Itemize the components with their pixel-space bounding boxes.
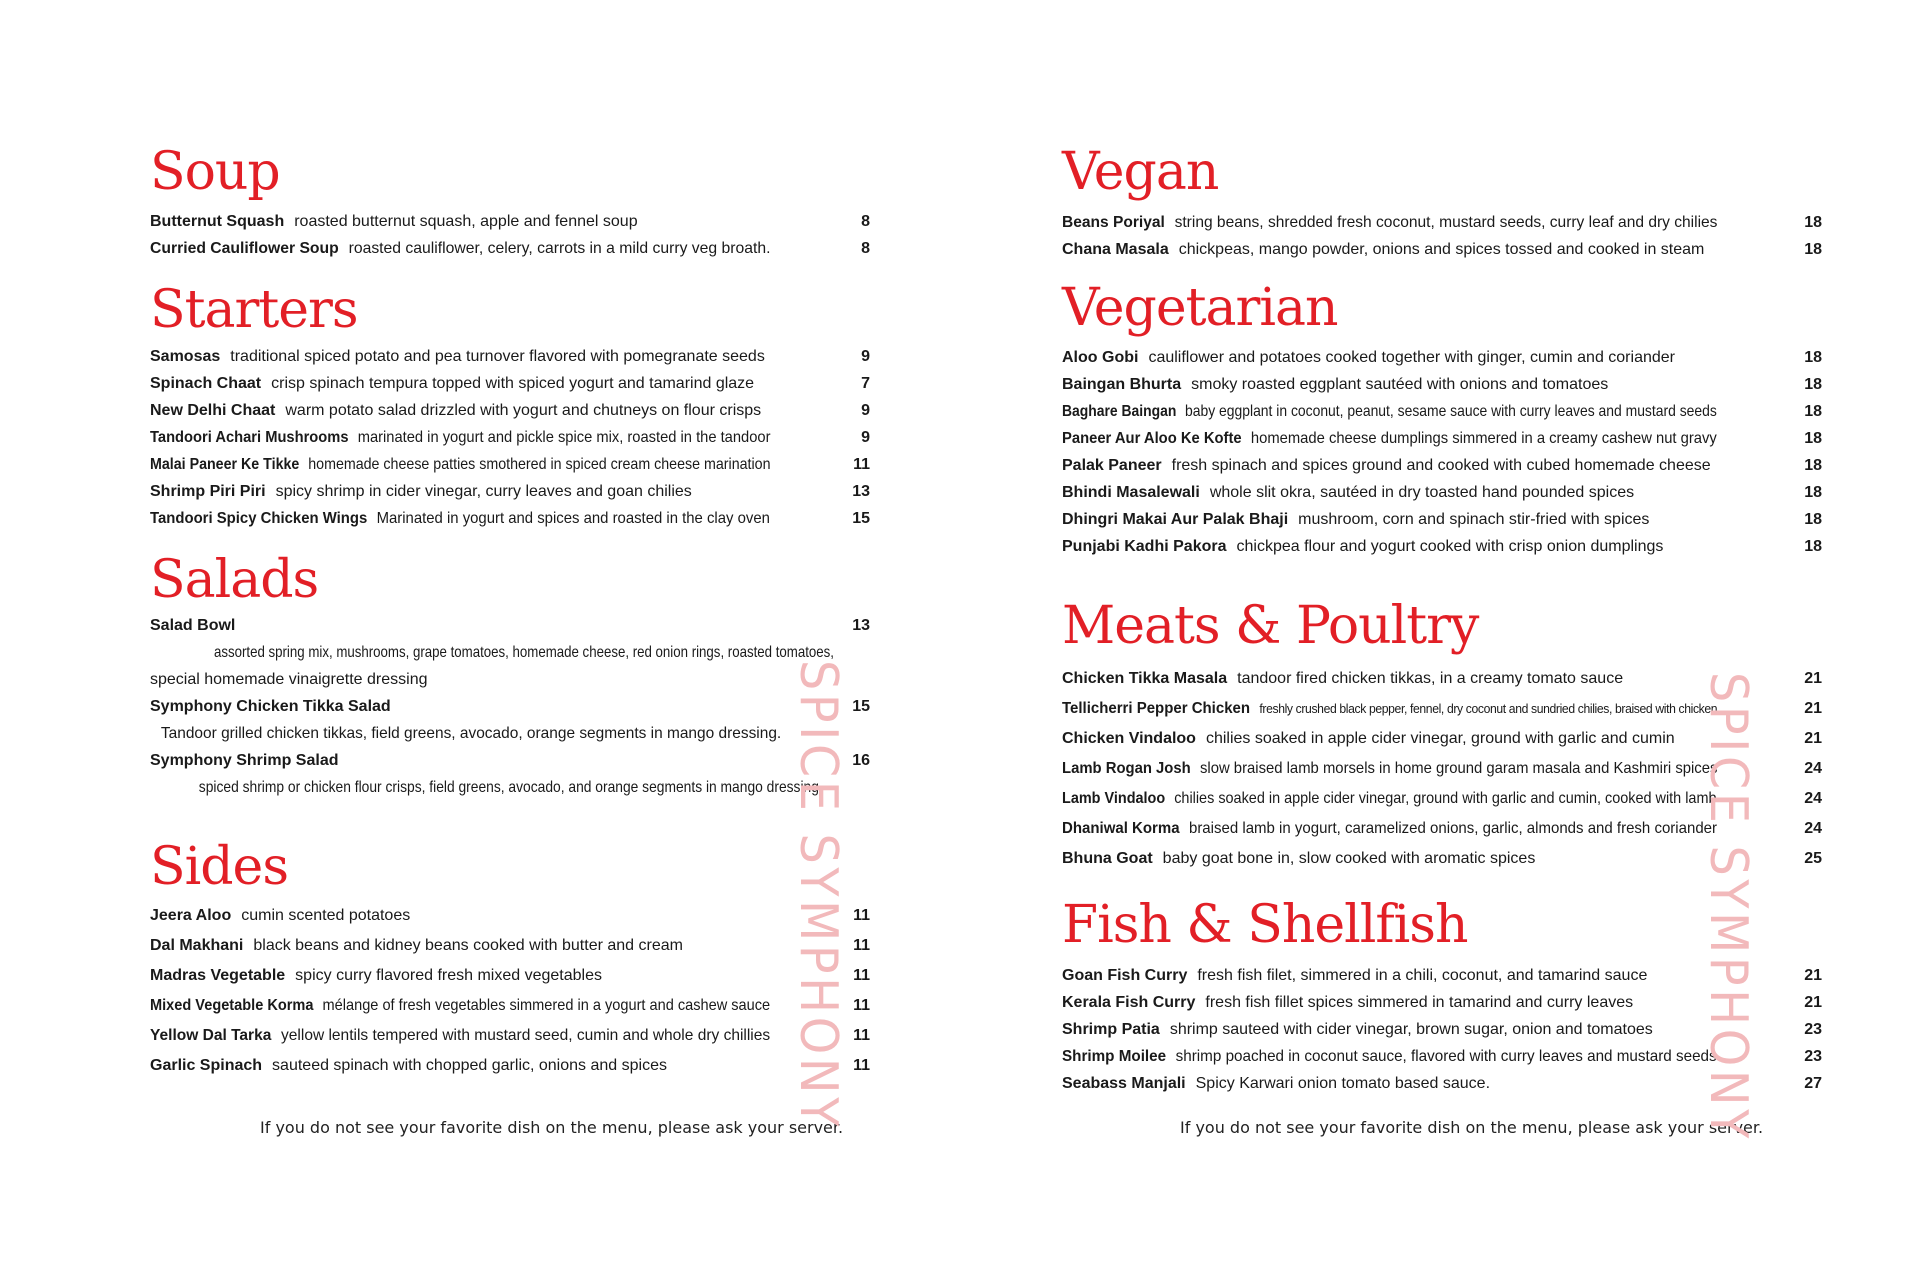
item-price: 11: [853, 1057, 870, 1074]
menu-item: [1062, 371, 1608, 398]
item-name: Chana Masala: [1062, 241, 1169, 258]
section-title-meats-poultry: Meats & Poultry: [1062, 596, 1479, 656]
section-title-vegetarian: Vegetarian: [1062, 278, 1338, 338]
item-desc: assorted spring mix, mushrooms, grape tomatoes, homemade cheese, red onion rings, roasted tomatoes,: [213, 644, 834, 661]
item-name: Tellicherri Pepper Chicken: [1062, 700, 1251, 717]
menu-item: [1062, 452, 1711, 479]
menu-item: [1062, 398, 1717, 425]
menu-item: [150, 208, 638, 235]
item-price: 9: [861, 429, 870, 446]
item-price: 18: [1804, 376, 1822, 393]
item-desc: special homemade vinaigrette dressing: [150, 671, 428, 688]
item-price: 11: [853, 907, 870, 924]
item-name: Baghare Baingan: [1062, 403, 1177, 420]
item-desc: spicy shrimp in cider vinegar, curry leaves and goan chilies: [275, 483, 692, 500]
item-name: Beans Poriyal: [1062, 214, 1165, 231]
menu-item: [1062, 425, 1717, 452]
item-price: 21: [1804, 730, 1822, 747]
menu-item: [1062, 845, 1535, 872]
menu-item: [1062, 962, 1647, 989]
menu-item: [1062, 755, 1717, 782]
item-price: 18: [1804, 457, 1822, 474]
item-price: 11: [853, 997, 870, 1014]
item-name: Shrimp Moilee: [1062, 1048, 1167, 1065]
item-name: Curried Cauliflower Soup: [150, 240, 339, 257]
item-desc: chickpeas, mango powder, onions and spices tossed and cooked in steam: [1178, 241, 1705, 258]
item-price: 11: [853, 967, 870, 984]
item-desc: Marinated in yogurt and spices and roasted in the clay oven: [376, 510, 770, 527]
menu-item: [150, 992, 770, 1019]
item-name: Samosas: [150, 348, 221, 365]
item-name: Tandoori Spicy Chicken Wings: [150, 510, 368, 527]
menu-item: [150, 612, 245, 639]
item-name: Paneer Aur Aloo Ke Kofte: [1062, 430, 1242, 447]
item-price: 23: [1804, 1021, 1822, 1038]
item-name: Lamb Rogan Josh: [1062, 760, 1191, 777]
item-name: Aloo Gobi: [1062, 349, 1139, 366]
item-desc: fresh fish filet, simmered in a chili, coconut, and tamarind sauce: [1197, 967, 1648, 984]
item-price: 13: [852, 483, 870, 500]
item-desc: crisp spinach tempura topped with spiced yogurt and tamarind glaze: [271, 375, 755, 392]
item-price: 21: [1804, 967, 1822, 984]
menu-item: [150, 397, 761, 424]
item-name: Baingan Bhurta: [1062, 376, 1182, 393]
menu-item: [1062, 506, 1649, 533]
item-desc: roasted butternut squash, apple and fennel soup: [294, 213, 638, 230]
menu-item: [150, 747, 348, 774]
item-desc: yellow lentils tempered with mustard seed, cumin and whole dry chillies: [281, 1027, 771, 1044]
item-price: 11: [853, 1027, 870, 1044]
item-name: Dhaniwal Korma: [1062, 820, 1180, 837]
menu-item: [150, 693, 401, 720]
item-name: Palak Paneer: [1062, 457, 1162, 474]
item-name: Symphony Chicken Tikka Salad: [150, 698, 391, 715]
item-desc: mélange of fresh vegetables simmered in a yogurt and cashew sauce: [322, 997, 771, 1014]
menu-item: [150, 1022, 770, 1049]
menu-item: [1062, 695, 1717, 722]
item-desc: roasted cauliflower, celery, carrots in a mild curry veg broath.: [348, 240, 771, 257]
menu-item: [1062, 209, 1717, 236]
item-name: Yellow Dal Tarka: [150, 1027, 272, 1044]
item-name: Lamb Vindaloo: [1062, 790, 1166, 807]
item-desc: spicy curry flavored fresh mixed vegetables: [295, 967, 602, 984]
item-price: 18: [1804, 511, 1822, 528]
item-price: 27: [1804, 1075, 1822, 1092]
item-price: 23: [1804, 1048, 1822, 1065]
item-price: 21: [1804, 700, 1822, 717]
item-name: Spinach Chaat: [150, 375, 262, 392]
item-name: Punjabi Kadhi Pakora: [1062, 538, 1227, 555]
menu-item: [1062, 1070, 1490, 1097]
menu-item: [150, 235, 771, 262]
item-desc: shrimp poached in coconut sauce, flavored with curry leaves and mustard seeds: [1175, 1048, 1717, 1065]
section-title-starters: Starters: [150, 280, 358, 340]
item-price: 11: [853, 937, 870, 954]
item-price: 18: [1804, 430, 1822, 447]
item-price: 18: [1804, 484, 1822, 501]
item-name: Butternut Squash: [150, 213, 285, 230]
item-price: 24: [1804, 790, 1822, 807]
item-desc: cumin scented potatoes: [241, 907, 411, 924]
section-title-sides: Sides: [150, 837, 288, 897]
item-name: Chicken Tikka Masala: [1062, 670, 1228, 687]
item-desc: fresh fish fillet spices simmered in tamarind and curry leaves: [1205, 994, 1634, 1011]
item-name: Dal Makhani: [150, 937, 244, 954]
item-name: Shrimp Piri Piri: [150, 483, 266, 500]
brand-watermark-right: SPICE SYMPHONY: [1698, 672, 1758, 1142]
menu-item: [150, 505, 770, 532]
item-desc: baby goat bone in, slow cooked with aromatic spices: [1162, 850, 1536, 867]
menu-item: [150, 1052, 667, 1079]
item-price: 18: [1804, 214, 1822, 231]
menu-item: [1062, 236, 1704, 263]
item-price: 15: [852, 510, 870, 527]
item-desc: slow braised lamb morsels in home ground garam masala and Kashmiri spices: [1199, 760, 1718, 777]
menu-item: [150, 343, 765, 370]
menu-item: [150, 370, 754, 397]
section-title-fish-shellfish: Fish & Shellfish: [1062, 895, 1468, 955]
item-desc: braised lamb in yogurt, caramelized onions, garlic, almonds and fresh coriander: [1188, 820, 1718, 837]
menu-item: [150, 424, 770, 451]
item-desc: Spicy Karwari onion tomato based sauce.: [1195, 1075, 1491, 1092]
item-name: New Delhi Chaat: [150, 402, 276, 419]
item-desc: cauliflower and potatoes cooked together with ginger, cumin and coriander: [1148, 349, 1675, 366]
section-title-soup: Soup: [150, 142, 280, 202]
item-price: 21: [1804, 994, 1822, 1011]
item-name: Salad Bowl: [150, 617, 236, 634]
item-name: Chicken Vindaloo: [1062, 730, 1196, 747]
menu-item: [1062, 533, 1663, 560]
menu-item: [150, 932, 683, 959]
item-desc: chilies soaked in apple cider vinegar, ground with garlic and cumin, cooked with lamb: [1174, 790, 1717, 807]
menu-item: [1062, 344, 1675, 371]
menu-item: [1062, 1016, 1653, 1043]
item-price: 7: [861, 375, 870, 392]
item-price: 9: [861, 402, 870, 419]
item-name: Symphony Shrimp Salad: [150, 752, 339, 769]
item-price: 11: [853, 456, 870, 473]
section-title-vegan: Vegan: [1062, 142, 1219, 202]
item-name: Seabass Manjali: [1062, 1075, 1186, 1092]
item-name: Tandoori Achari Mushrooms: [150, 429, 349, 446]
menu-item: [1062, 1043, 1717, 1070]
item-price: 15: [852, 698, 870, 715]
item-name: Malai Paneer Ke Tikke: [150, 456, 300, 473]
item-desc: black beans and kidney beans cooked with butter and cream: [253, 937, 683, 954]
item-desc: traditional spiced potato and pea turnover flavored with pomegranate seeds: [230, 348, 765, 365]
item-desc: string beans, shredded fresh coconut, mustard seeds, curry leaf and dry chilies: [1174, 214, 1718, 231]
item-desc: shrimp sauteed with cider vinegar, brown sugar, onion and tomatoes: [1169, 1021, 1653, 1038]
item-desc: Tandoor grilled chicken tikkas, field greens, avocado, orange segments in mango dressing.: [160, 725, 782, 742]
menu-item: [1062, 989, 1633, 1016]
item-price: 16: [852, 752, 870, 769]
menu-item: [1062, 479, 1634, 506]
menu-item: [150, 451, 770, 478]
menu-item: [1062, 785, 1716, 812]
left-menu-page: [150, 0, 890, 1281]
menu-item: [150, 902, 410, 929]
item-price: 21: [1804, 670, 1822, 687]
item-desc: whole slit okra, sautéed in dry toasted hand pounded spices: [1209, 484, 1635, 501]
item-desc: spiced shrimp or chicken flour crisps, field greens, avocado, and orange segments in mango dressing: [198, 779, 819, 796]
brand-watermark-left: SPICE SYMPHONY: [788, 660, 848, 1130]
item-desc: fresh spinach and spices ground and cooked with cubed homemade cheese: [1171, 457, 1711, 474]
item-price: 18: [1804, 403, 1822, 420]
item-price: 18: [1804, 241, 1822, 258]
item-desc: warm potato salad drizzled with yogurt and chutneys on flour crisps: [285, 402, 762, 419]
item-desc: tandoor fired chicken tikkas, in a creamy tomato sauce: [1237, 670, 1624, 687]
item-name: Kerala Fish Curry: [1062, 994, 1196, 1011]
item-price: 18: [1804, 349, 1822, 366]
item-name: Mixed Vegetable Korma: [150, 997, 314, 1014]
item-name: Bhuna Goat: [1062, 850, 1153, 867]
section-title-salads: Salads: [150, 550, 319, 610]
item-name: Jeera Aloo: [150, 907, 232, 924]
item-price: 8: [861, 213, 870, 230]
item-desc: sauteed spinach with chopped garlic, onions and spices: [272, 1057, 667, 1074]
item-price: 13: [852, 617, 870, 634]
menu-item: [1062, 815, 1717, 842]
item-desc: homemade cheese patties smothered in spiced cream cheese marination: [308, 456, 771, 473]
item-price: 25: [1804, 850, 1822, 867]
menu-item: [1062, 665, 1623, 692]
menu-item: [150, 478, 692, 505]
item-name: Dhingri Makai Aur Palak Bhaji: [1062, 511, 1289, 528]
item-desc: marinated in yogurt and pickle spice mix, roasted in the tandoor: [357, 429, 771, 446]
item-desc: baby eggplant in coconut, peanut, sesame sauce with curry leaves and mustard seeds: [1185, 403, 1717, 420]
item-price: 18: [1804, 538, 1822, 555]
item-desc: homemade cheese dumplings simmered in a creamy cashew nut gravy: [1250, 430, 1717, 447]
item-name: Goan Fish Curry: [1062, 967, 1188, 984]
item-desc: mushroom, corn and spinach stir-fried with spices: [1298, 511, 1650, 528]
server-note: If you do not see your favorite dish on the menu, please ask your server.: [260, 1118, 844, 1137]
item-desc: chickpea flour and yogurt cooked with crisp onion dumplings: [1236, 538, 1664, 555]
item-price: 24: [1804, 820, 1822, 837]
server-note: If you do not see your favorite dish on the menu, please ask your server.: [1180, 1118, 1764, 1137]
menu-item: [150, 962, 602, 989]
item-name: Garlic Spinach: [150, 1057, 263, 1074]
item-price: 24: [1804, 760, 1822, 777]
item-name: Bhindi Masalewali: [1062, 484, 1200, 501]
item-desc: chilies soaked in apple cider vinegar, ground with garlic and cumin: [1205, 730, 1675, 747]
item-desc: freshly crushed black pepper, fennel, dry coconut and sundried chilies, braised with chicken: [1259, 701, 1718, 716]
menu-item: [1062, 725, 1675, 752]
item-name: Shrimp Patia: [1062, 1021, 1160, 1038]
item-price: 8: [861, 240, 870, 257]
item-desc: smoky roasted eggplant sautéed with onions and tomatoes: [1191, 376, 1609, 393]
item-price: 9: [861, 348, 870, 365]
item-name: Madras Vegetable: [150, 967, 286, 984]
